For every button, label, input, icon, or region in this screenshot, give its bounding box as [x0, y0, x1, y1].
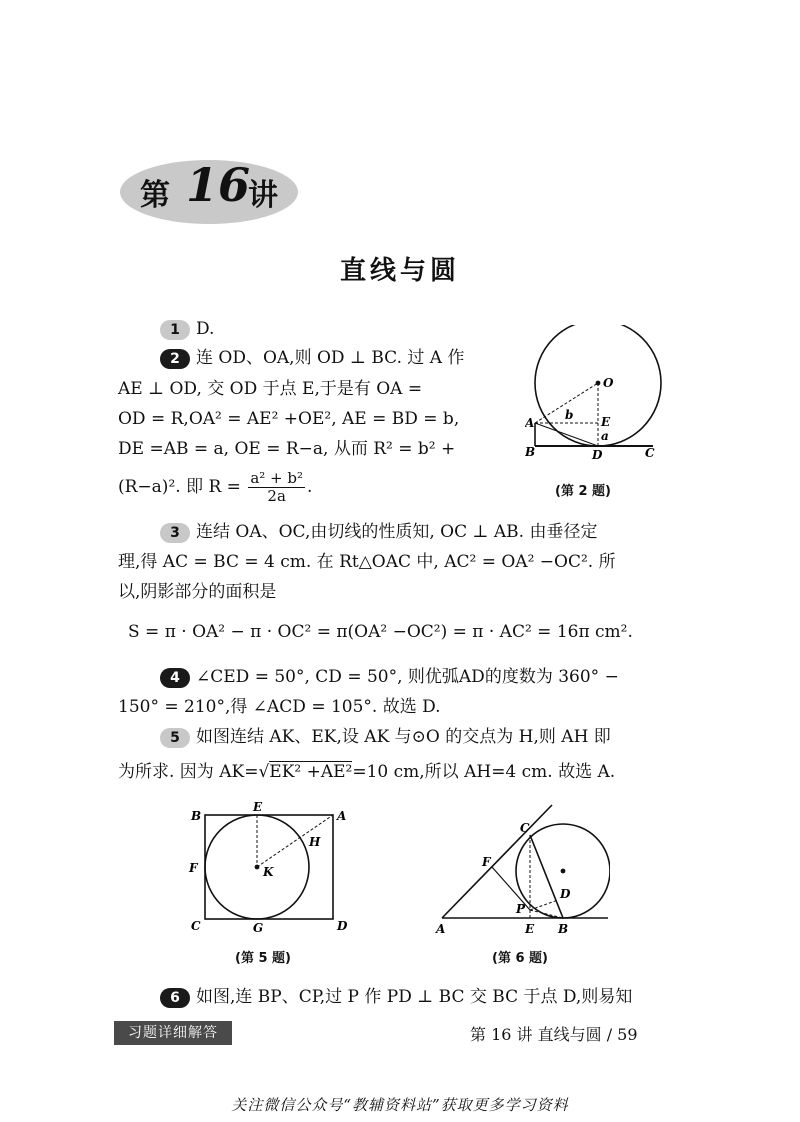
q5-line-1 — [160, 725, 611, 749]
q2-figure — [525, 325, 665, 465]
q5-label-k: K — [263, 865, 274, 879]
question-2-badge: 2 — [160, 349, 190, 369]
q2-line-2: AE ⊥ OD, 交 OD 于点 E,于是有 OA = — [118, 379, 423, 399]
q2-text-5a: (R−a)². 即 R = — [118, 477, 241, 497]
q4-line-1 — [160, 665, 619, 689]
q6-center-dot — [561, 869, 566, 874]
chapter-prefix: 第 — [140, 178, 170, 213]
q2-text-1: 连 OD、OA,则 OD ⊥ BC. 过 A 作 — [196, 348, 465, 368]
q6-line-cb — [530, 835, 563, 918]
question-6-badge: 6 — [160, 988, 190, 1008]
q2-line-ad — [535, 423, 598, 446]
footer-page-info: 第 16 讲 直线与圆 / 59 — [470, 1025, 638, 1044]
q3-line-3: 以,阴影部分的面积是 — [118, 582, 277, 602]
q2-center-dot — [596, 381, 601, 386]
q2-line-3: OD = R,OA² = AE² +OE², AE = BD = b, — [118, 409, 460, 429]
q6-caption: (第 6 题) — [492, 951, 548, 966]
q6-label-c: C — [520, 821, 530, 835]
question-3-badge: 3 — [160, 523, 190, 543]
q6-label-d: D — [560, 887, 571, 901]
q5-label-h: H — [309, 835, 321, 849]
q5-text-2b: =10 cm,所以 AH=4 cm. 故选 A. — [352, 762, 616, 782]
q5-label-c: C — [191, 919, 201, 933]
q2-line-1 — [160, 346, 464, 370]
q5-text-1: 如图连结 AK、EK,设 AK 与⊙O 的交点为 H,则 AH 即 — [196, 727, 611, 747]
q2-text-5b: . — [307, 477, 313, 497]
q2-label-a-small: a — [601, 429, 609, 443]
q5-label-d: D — [337, 919, 348, 933]
q2-fraction — [248, 470, 305, 505]
watermark: 关注微信公众号“教辅资料站”获取更多学习资料 — [231, 1096, 569, 1114]
q5-sqrt-content: EK² +AE² — [269, 762, 353, 782]
q3-formula: S = π · OA² − π · OC² = π(OA² −OC²) = π · AC² = 16π cm². — [128, 622, 633, 642]
q6-label-p: P — [516, 902, 526, 916]
q5-label-a: A — [337, 809, 347, 823]
q6-line-1 — [160, 985, 632, 1009]
q2-label-e: E — [601, 415, 611, 429]
q6-text-1: 如图,连 BP、CP,过 P 作 PD ⊥ BC 交 BC 于点 D,则易知 — [196, 987, 633, 1007]
q5-label-f: F — [189, 861, 198, 875]
q5-figure — [185, 800, 355, 940]
q5-line-2 — [118, 760, 615, 784]
footer-section-label: 习题详细解答 — [114, 1021, 232, 1045]
question-1-badge: 1 — [160, 320, 190, 340]
q1-text: D. — [196, 319, 215, 339]
q3-line-2: 理,得 AC = BC = 4 cm. 在 Rt△OAC 中, AC² = OA² −OC². 所 — [118, 552, 616, 572]
q4-text-1: ∠CED = 50°, CD = 50°, 则优弧AD的度数为 360° − — [196, 667, 619, 687]
question-1 — [160, 317, 214, 341]
q6-label-b: B — [558, 922, 569, 936]
chapter-suffix: 讲 — [248, 178, 278, 213]
q6-line-ac — [442, 805, 552, 918]
chapter-number: 16 — [186, 158, 251, 212]
q5-label-b: B — [191, 809, 202, 823]
q2-fraction-numerator: a² + b² — [250, 469, 304, 487]
q6-label-f: F — [482, 855, 491, 869]
q3-text-1: 连结 OA、OC,由切线的性质知, OC ⊥ AB. 由垂径定 — [196, 522, 598, 542]
q6-figure — [430, 800, 610, 940]
q6-line-pb — [530, 910, 563, 918]
q2-label-o: O — [603, 376, 614, 390]
q5-caption: (第 5 题) — [235, 951, 291, 966]
question-5-badge: 5 — [160, 728, 190, 748]
q6-label-e: E — [525, 922, 535, 936]
q2-label-c: C — [645, 446, 655, 460]
page-title: 直线与圆 — [339, 256, 460, 286]
q2-caption: (第 2 题) — [555, 484, 611, 499]
sqrt-sign: √ — [258, 762, 270, 782]
q5-center-dot — [255, 865, 260, 870]
q2-line-4: DE =AB = a, OE = R−a, 从而 R² = b² + — [118, 439, 456, 459]
q2-label-d: D — [592, 448, 603, 462]
q2-line-5 — [118, 470, 312, 505]
q6-label-a: A — [436, 922, 446, 936]
question-4-badge: 4 — [160, 668, 190, 688]
q2-label-b-small: b — [565, 408, 574, 422]
q5-line-ak — [257, 815, 333, 867]
q4-line-2: 150° = 210°,得 ∠ACD = 105°. 故选 D. — [118, 697, 441, 717]
q2-label-a: A — [525, 416, 535, 430]
q2-fraction-denominator: 2a — [267, 487, 286, 505]
q5-label-g: G — [253, 921, 264, 935]
q2-label-b: B — [525, 445, 536, 459]
q5-text-2a: 为所求. 因为 AK= — [118, 762, 259, 782]
q5-label-e: E — [253, 800, 263, 814]
q3-line-1 — [160, 520, 597, 544]
